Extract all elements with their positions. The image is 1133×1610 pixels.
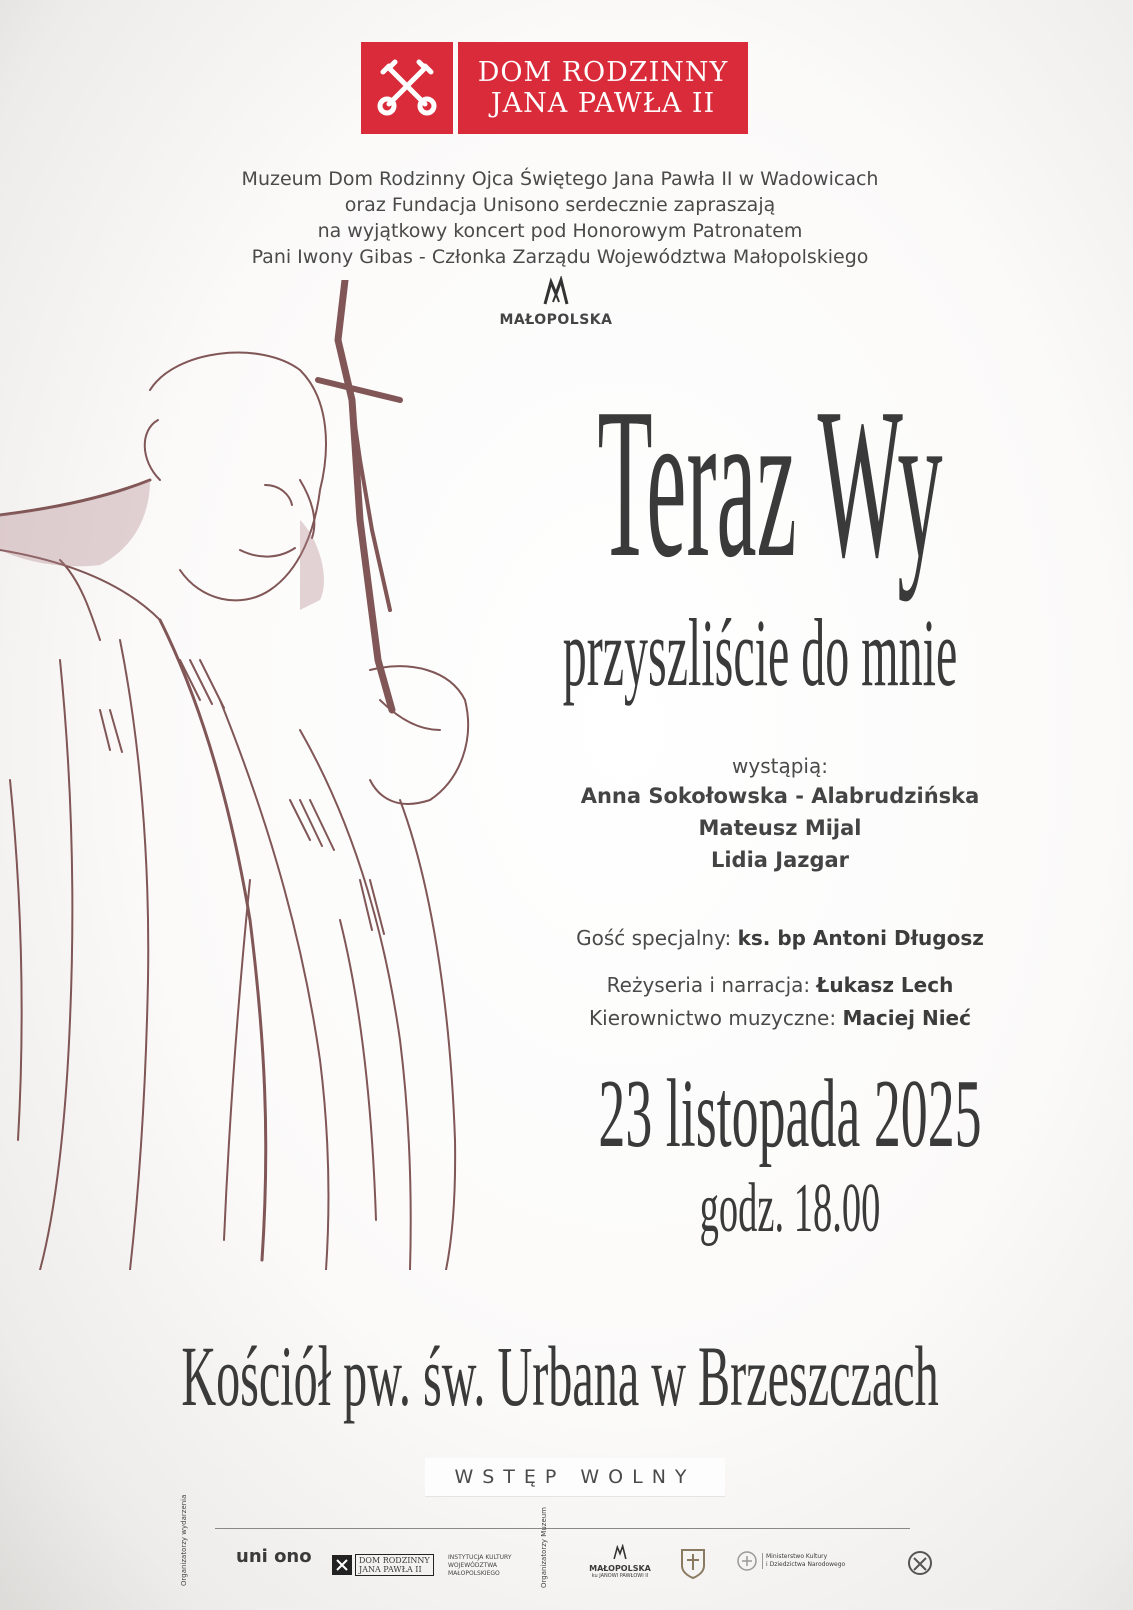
intro-line-2: oraz Fundacja Unisono serdecznie zapraszają: [344, 194, 776, 216]
logo-line-2: JANA PAWŁA II: [490, 88, 716, 119]
performers-lead: wystąpią:: [732, 754, 828, 778]
event-title-wrap: [410, 368, 1130, 608]
unisono-logo: [236, 1546, 312, 1567]
logo-text-box: [458, 42, 748, 134]
ministry-logo: [736, 1550, 845, 1572]
intro-text: [140, 166, 980, 270]
guest-credit: [500, 922, 1060, 955]
malopolska-footer-logo: [580, 1544, 660, 1579]
event-subtitle: przyszliście do mnie: [562, 599, 958, 706]
music-name: Maciej Nieć: [842, 1006, 971, 1030]
event-venue: Kościół pw. św. Urbana w Brzeszczach: [181, 1328, 939, 1424]
dom-rodzinny-footer-text: [355, 1554, 434, 1576]
crossed-keys-icon: [375, 56, 439, 120]
logo-line-1: DOM RODZINNY: [477, 57, 729, 88]
organizers-label: Organizatorzy wydarzenia: [180, 1494, 188, 1586]
ministry-line1: Ministerstwo Kultury: [766, 1553, 828, 1560]
footer-divider: [215, 1528, 910, 1529]
dom-rodzinny-footer-logo: [332, 1554, 434, 1576]
malopolska-footer-name: MAŁOPOLSKA: [589, 1564, 651, 1573]
dom-rodzinny-keys-icon: [332, 1555, 352, 1575]
organizer-museum-label: Organizatorzy Muzeum: [540, 1506, 548, 1588]
free-entry-label: WSTĘP WOLNY: [425, 1458, 725, 1497]
event-time-wrap: [520, 1170, 1060, 1250]
ministry-emblem-icon: [736, 1550, 758, 1572]
music-label: Kierownictwo muzyczne:: [589, 1006, 837, 1030]
intro-line-3: na wyjątkowy koncert pod Honorowym Patronatem: [317, 220, 803, 242]
coat-of-arms-icon: [906, 1548, 934, 1582]
direction-label: Reżyseria i narracja:: [606, 973, 811, 997]
church-seal-icon: [678, 1546, 708, 1584]
logo-icon-box: [361, 42, 453, 134]
event-date: 23 listopada 2025: [598, 1060, 982, 1168]
event-title: Teraz Wy: [597, 368, 943, 602]
guest-label: Gość specjalny:: [576, 926, 732, 950]
dom-rodzinny-footer-line2: JANA PAWŁA II: [359, 1565, 422, 1574]
credits: [500, 922, 1060, 1035]
event-venue-wrap: [0, 1328, 1133, 1428]
music-credit: [500, 1002, 1060, 1035]
direction-name: Łukasz Lech: [816, 973, 954, 997]
event-date-wrap: [470, 1060, 1110, 1170]
dom-rodzinny-footer-line1: DOM RODZINNY: [359, 1556, 430, 1565]
ministry-text: [762, 1553, 845, 1569]
malopolska-footer-sub: ku JANOWI PAWŁOWI II: [591, 1573, 649, 1579]
intro-line-1: Muzeum Dom Rodzinny Ojca Świętego Jana Pawła II w Wadowicach: [241, 168, 879, 190]
malopolska-mountain-icon: [541, 276, 571, 306]
malopolska-mountain-icon: [612, 1544, 628, 1560]
footer-logos: [180, 1494, 980, 1598]
performers: [520, 752, 1040, 876]
event-subtitle-wrap: [420, 598, 1100, 708]
dom-rodzinny-logo: [361, 42, 748, 134]
guest-name: ks. bp Antoni Długosz: [737, 926, 984, 950]
performer-name: Mateusz Mijal: [698, 816, 862, 840]
direction-credit: [500, 969, 1060, 1002]
unisono-text: uni ono: [236, 1546, 312, 1567]
event-time: godz. 18.00: [699, 1170, 881, 1247]
malopolska-name: MAŁOPOLSKA: [499, 312, 613, 328]
ministry-line2: i Dziedzictwa Narodowego: [766, 1561, 846, 1568]
performer-name: Lidia Jazgar: [710, 848, 850, 872]
performer-name: Anna Sokołowska - Alabrudzińska: [580, 784, 980, 808]
intro-line-4: Pani Iwony Gibas - Członka Zarządu Województwa Małopolskiego: [251, 246, 869, 268]
institution-label: INSTYTUCJA KULTURY WOJEWÓDZTWA MAŁOPOLSKIEGO: [448, 1554, 512, 1577]
